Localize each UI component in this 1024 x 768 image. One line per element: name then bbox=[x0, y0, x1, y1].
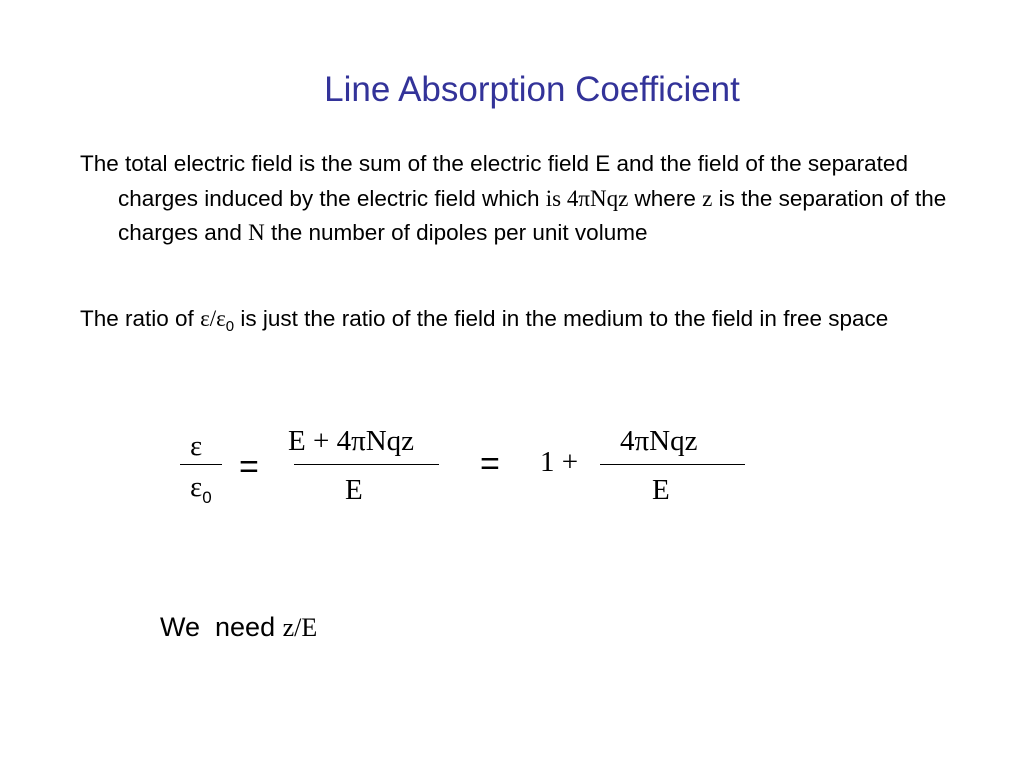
lhs-denominator-eps: ε bbox=[190, 471, 203, 503]
equals-sign-2: = bbox=[480, 445, 500, 483]
mid-denominator: E bbox=[345, 474, 363, 506]
one-plus: 1 + bbox=[540, 446, 579, 478]
bullet2-text-b: is just the ratio of the field in the medium to the field in free space bbox=[240, 306, 889, 331]
bullet-total-electric-field bbox=[80, 147, 948, 251]
bullet2-text-a: The ratio of bbox=[80, 306, 194, 331]
bullet1-text-c: is the separation of the charges and bbox=[118, 185, 947, 245]
bullet1-expr-a: is 4πNqz bbox=[545, 185, 629, 211]
lhs-numerator: ε bbox=[190, 430, 203, 462]
slide-title: Line Absorption Coefficient bbox=[324, 70, 740, 109]
lhs-fraction-line bbox=[180, 464, 222, 465]
equals-sign-1: = bbox=[239, 448, 259, 486]
lhs-denominator bbox=[190, 471, 212, 507]
bullet1-text-a: The total electric field is the sum of the electric field E and the field of the separated charges induced by the electric field which bbox=[80, 151, 908, 211]
rhs-denominator: E bbox=[652, 474, 670, 506]
we-need-label: We need bbox=[160, 612, 276, 642]
bullet1-expr-b: z bbox=[702, 185, 713, 211]
rhs-numerator: 4πNqz bbox=[620, 425, 698, 457]
lhs-denominator-sub: 0 bbox=[202, 488, 212, 507]
we-need-expr: z/E bbox=[282, 613, 318, 642]
bullet2-expr-sub: 0 bbox=[225, 318, 235, 335]
bullet1-text-b: where bbox=[634, 185, 696, 211]
rhs-fraction-line bbox=[600, 464, 745, 465]
bullet1-text-d: the number of dipoles per unit volume bbox=[271, 220, 648, 245]
mid-fraction-line bbox=[294, 464, 439, 465]
bullet-ratio bbox=[80, 302, 948, 340]
we-need-text bbox=[160, 612, 317, 643]
mid-numerator: E + 4πNqz bbox=[288, 425, 415, 457]
bullet2-expr-eps: ε/ε bbox=[200, 306, 226, 331]
bullet1-expr-c: N bbox=[248, 220, 265, 245]
